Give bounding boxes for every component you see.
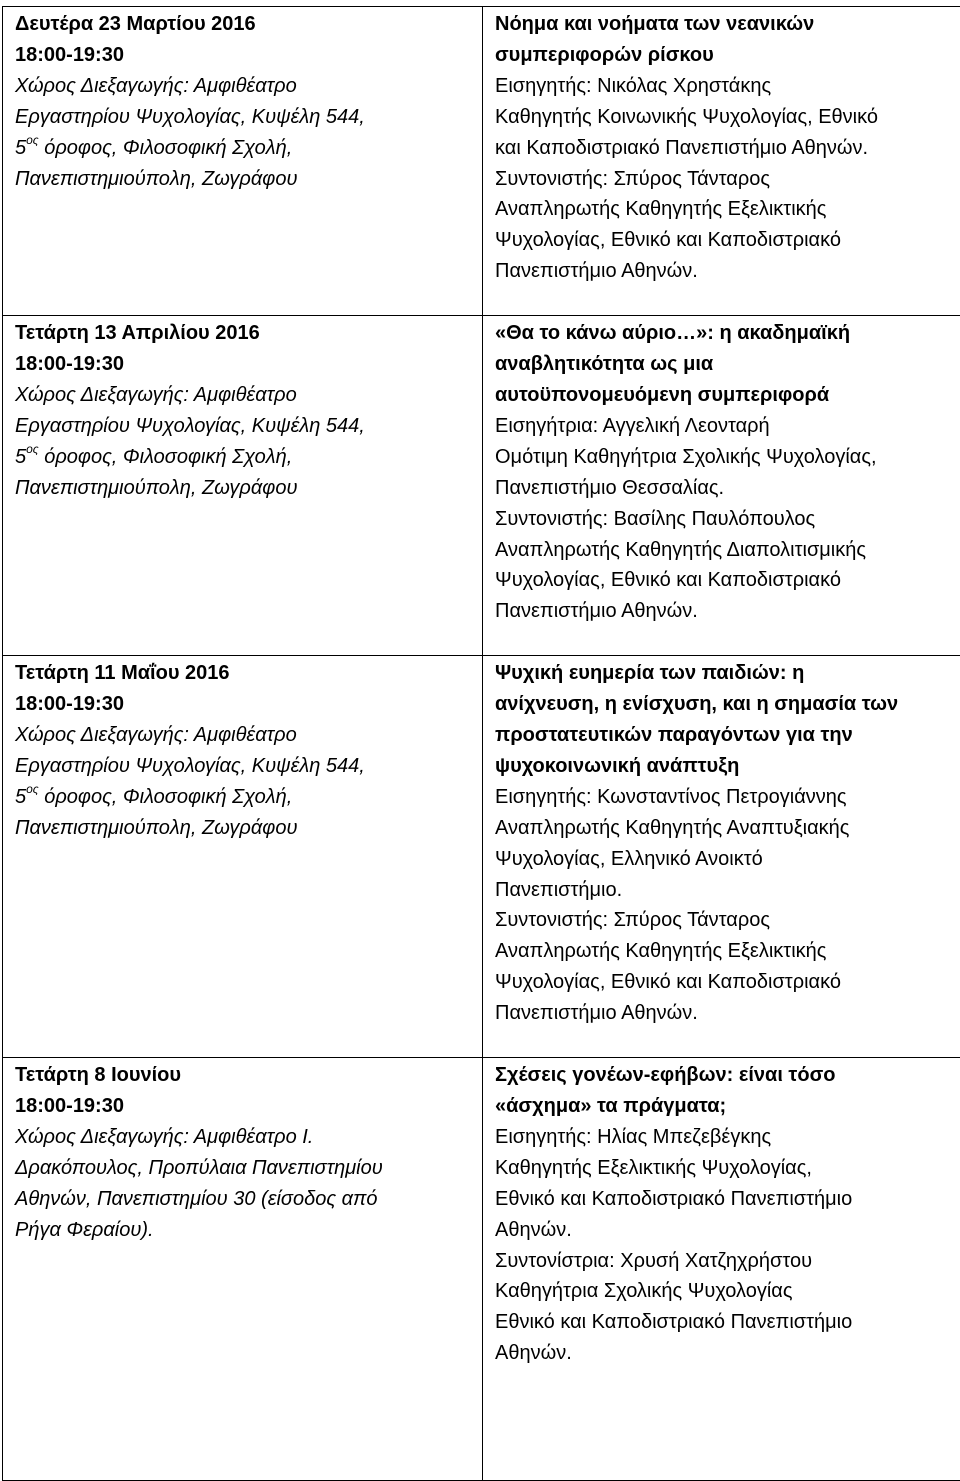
schedule-row	[3, 7, 960, 316]
talk-detail-line: Εισηγητής: Νικόλας Χρηστάκης	[495, 71, 960, 102]
session-date: Τετάρτη 8 Ιουνίου	[15, 1060, 472, 1091]
talk-title-line: συμπεριφορών ρίσκου	[495, 40, 960, 71]
talk-detail-line: Πανεπιστήμιο Αθηνών.	[495, 596, 960, 627]
talk-detail-line: Εισηγητής: Κωνσταντίνος Πετρογιάννης	[495, 782, 960, 813]
talk-detail-line: Αναπληρωτής Καθηγητής Εξελικτικής	[495, 936, 960, 967]
talk-detail-line: Πανεπιστήμιο.	[495, 875, 960, 906]
talk-detail-line: Καθηγητής Κοινωνικής Ψυχολογίας, Εθνικό	[495, 102, 960, 133]
talk-title-line: προστατευτικών παραγόντων για την	[495, 720, 960, 751]
venue-floor-line	[15, 133, 472, 164]
session-time: 18:00-19:30	[15, 689, 472, 720]
schedule-row	[3, 656, 960, 1058]
talk-title-line: αναβλητικότητα ως μια	[495, 349, 960, 380]
talk-detail-line: Ομότιμη Καθηγήτρια Σχολικής Ψυχολογίας,	[495, 442, 960, 473]
talk-title-line: αυτοϋπονομευόμενη συμπεριφορά	[495, 380, 960, 411]
talk-detail-line: Συντονιστής: Σπύρος Τάνταρος	[495, 164, 960, 195]
floor-ordinal-suffix: ος	[26, 133, 39, 147]
talk-detail-line: Αναπληρωτής Καθηγητής Εξελικτικής	[495, 194, 960, 225]
talk-detail-line: Αθηνών.	[495, 1338, 960, 1369]
talk-info-cell	[483, 1058, 960, 1481]
talk-info-cell	[483, 316, 960, 656]
venue-line: Εργαστηρίου Ψυχολογίας, Κυψέλη 544,	[15, 102, 472, 133]
talk-title-line: ανίχνευση, η ενίσχυση, και η σημασία των	[495, 689, 960, 720]
talk-title-line: ψυχοκοινωνική ανάπτυξη	[495, 751, 960, 782]
venue-line: Πανεπιστημιούπολη, Ζωγράφου	[15, 164, 472, 195]
venue-line: Χώρος Διεξαγωγής: Αμφιθέατρο	[15, 380, 472, 411]
venue-line: Δρακόπουλος, Προπύλαια Πανεπιστημίου	[15, 1153, 472, 1184]
floor-number: 5	[15, 446, 26, 468]
session-time: 18:00-19:30	[15, 40, 472, 71]
venue-line: Χώρος Διεξαγωγής: Αμφιθέατρο	[15, 71, 472, 102]
session-date: Τετάρτη 11 Μαΐου 2016	[15, 658, 472, 689]
seminar-schedule-table	[2, 6, 960, 1481]
session-info-cell	[3, 7, 483, 316]
venue-floor-line	[15, 442, 472, 473]
talk-detail-line: Αθηνών.	[495, 1215, 960, 1246]
venue-line: Εργαστηρίου Ψυχολογίας, Κυψέλη 544,	[15, 411, 472, 442]
floor-number: 5	[15, 137, 26, 159]
talk-title-line: Σχέσεις γονέων-εφήβων: είναι τόσο	[495, 1060, 960, 1091]
session-info-cell	[3, 1058, 483, 1481]
floor-text: όροφος, Φιλοσοφική Σχολή,	[39, 786, 293, 808]
venue-line: Χώρος Διεξαγωγής: Αμφιθέατρο	[15, 720, 472, 751]
talk-detail-line: Ψυχολογίας, Ελληνικό Ανοικτό	[495, 844, 960, 875]
talk-detail-line: Εισηγήτρια: Αγγελική Λεονταρή	[495, 411, 960, 442]
talk-detail-line: Καθηγητής Εξελικτικής Ψυχολογίας,	[495, 1153, 960, 1184]
floor-text: όροφος, Φιλοσοφική Σχολή,	[39, 137, 293, 159]
talk-detail-line: Συντονιστής: Βασίλης Παυλόπουλος	[495, 504, 960, 535]
talk-detail-line: Πανεπιστήμιο Αθηνών.	[495, 998, 960, 1029]
talk-info-cell	[483, 7, 960, 316]
session-info-cell	[3, 316, 483, 656]
talk-detail-line: Αναπληρωτής Καθηγητής Αναπτυξιακής	[495, 813, 960, 844]
floor-ordinal-suffix: ος	[26, 442, 39, 456]
session-info-cell	[3, 656, 483, 1058]
talk-title-line: «άσχημα» τα πράγματα;	[495, 1091, 960, 1122]
talk-detail-line: Ψυχολογίας, Εθνικό και Καποδιστριακό	[495, 225, 960, 256]
floor-text: όροφος, Φιλοσοφική Σχολή,	[39, 446, 293, 468]
venue-line: Χώρος Διεξαγωγής: Αμφιθέατρο Ι.	[15, 1122, 472, 1153]
session-date: Τετάρτη 13 Απριλίου 2016	[15, 318, 472, 349]
talk-detail-line: Ψυχολογίας, Εθνικό και Καποδιστριακό	[495, 565, 960, 596]
talk-detail-line: Εθνικό και Καποδιστριακό Πανεπιστήμιο	[495, 1307, 960, 1338]
venue-line: Πανεπιστημιούπολη, Ζωγράφου	[15, 473, 472, 504]
talk-detail-line: Εισηγητής: Ηλίας Μπεζεβέγκης	[495, 1122, 960, 1153]
venue-line: Εργαστηρίου Ψυχολογίας, Κυψέλη 544,	[15, 751, 472, 782]
session-time: 18:00-19:30	[15, 349, 472, 380]
talk-title-line: «Θα το κάνω αύριο…»: η ακαδημαϊκή	[495, 318, 960, 349]
talk-detail-line: Συντονίστρια: Χρυσή Χατζηχρήστου	[495, 1246, 960, 1277]
schedule-row	[3, 1058, 960, 1481]
venue-line: Αθηνών, Πανεπιστημίου 30 (είσοδος από	[15, 1184, 472, 1215]
talk-detail-line: Συντονιστής: Σπύρος Τάνταρος	[495, 905, 960, 936]
talk-detail-line: Αναπληρωτής Καθηγητής Διαπολιτισμικής	[495, 535, 960, 566]
session-date: Δευτέρα 23 Μαρτίου 2016	[15, 9, 472, 40]
talk-title-line: Ψυχική ευημερία των παιδιών: η	[495, 658, 960, 689]
schedule-row	[3, 316, 960, 656]
talk-detail-line: και Καποδιστριακό Πανεπιστήμιο Αθηνών.	[495, 133, 960, 164]
venue-floor-line	[15, 782, 472, 813]
talk-info-cell	[483, 656, 960, 1058]
talk-detail-line: Εθνικό και Καποδιστριακό Πανεπιστήμιο	[495, 1184, 960, 1215]
floor-number: 5	[15, 786, 26, 808]
talk-detail-line: Πανεπιστήμιο Αθηνών.	[495, 256, 960, 287]
floor-ordinal-suffix: ος	[26, 782, 39, 796]
talk-detail-line: Καθηγήτρια Σχολικής Ψυχολογίας	[495, 1276, 960, 1307]
venue-line: Πανεπιστημιούπολη, Ζωγράφου	[15, 813, 472, 844]
talk-detail-line: Πανεπιστήμιο Θεσσαλίας.	[495, 473, 960, 504]
talk-detail-line: Ψυχολογίας, Εθνικό και Καποδιστριακό	[495, 967, 960, 998]
venue-line: Ρήγα Φεραίου).	[15, 1215, 472, 1246]
talk-title-line: Νόημα και νοήματα των νεανικών	[495, 9, 960, 40]
session-time: 18:00-19:30	[15, 1091, 472, 1122]
